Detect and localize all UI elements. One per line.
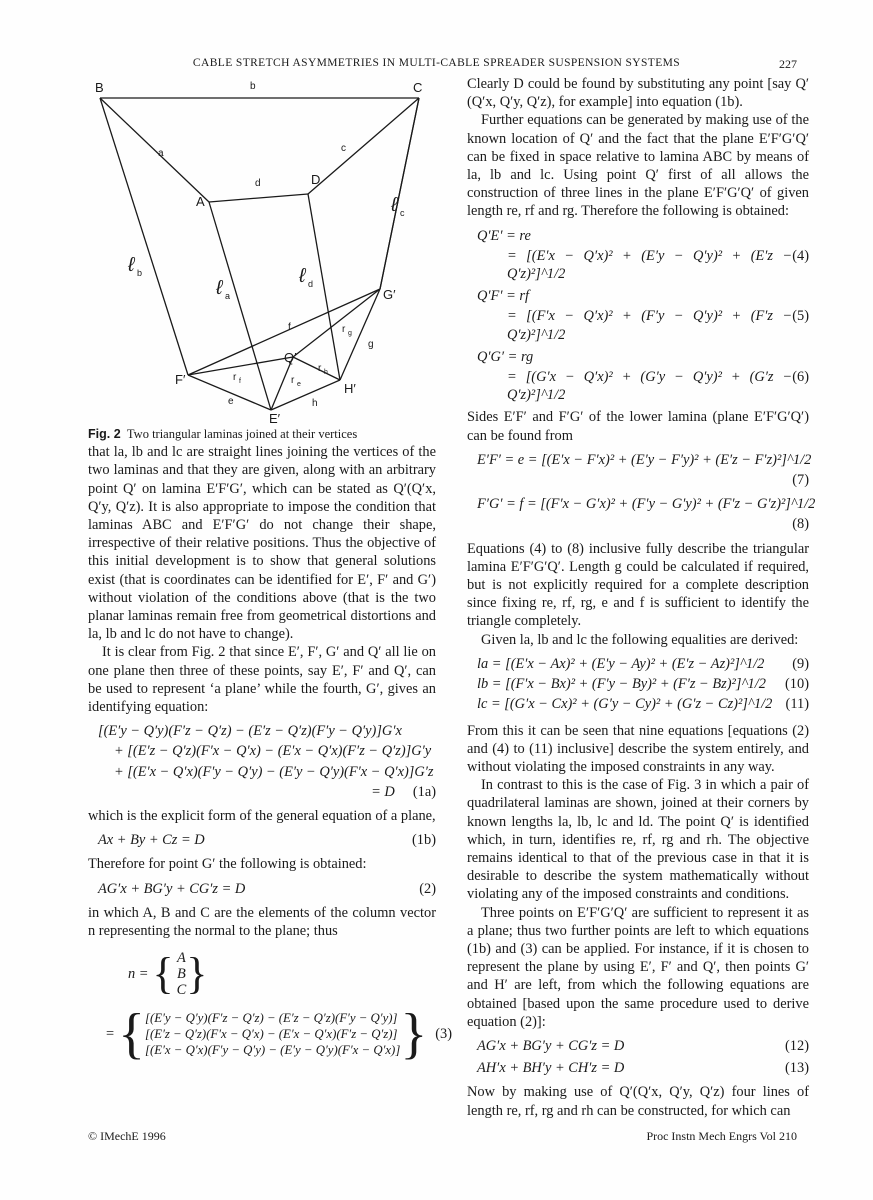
figure-caption	[88, 425, 436, 443]
equation-line: + [(E′x − Q′x)(F′y − Q′y) − (E′y − Q′y)(F′x − Q′x)]G′z	[114, 763, 434, 780]
equation-number: (10)	[785, 676, 809, 693]
equation-body: AG′x + BG′y + CG′z = D	[98, 880, 246, 897]
paragraph: Therefore for point G′ the following is obtained:	[88, 856, 367, 873]
equation-line	[507, 307, 809, 343]
label-Q: Q′	[284, 350, 297, 365]
equation-8	[467, 495, 816, 533]
label-la-sub: a	[225, 291, 231, 301]
equation-12	[477, 1037, 809, 1055]
equation-number: (1b)	[412, 832, 436, 849]
equation-row: [(E′x − Q′x)(F′y − Q′y) − (E′y − Q′y)(F′x − Q′x)]	[145, 1043, 401, 1058]
label-D: D	[311, 172, 321, 187]
vector-elements	[177, 950, 187, 998]
label-ld: ℓ	[299, 265, 306, 287]
equation-number: (2)	[419, 880, 436, 897]
equation-body: F′G′ = f = [(F′x − G′x)² + (F′y − G′y)² + (F′z − G′z)²]^1/2	[477, 496, 816, 513]
equation-body: AG′x + BG′y + CG′z = D	[477, 1037, 625, 1054]
label-B: B	[95, 80, 104, 95]
label-a: a	[158, 148, 164, 159]
equation-number: (7)	[792, 472, 809, 489]
label-la: ℓ	[216, 277, 223, 299]
equation-3-rows	[145, 1010, 400, 1058]
label-G: G′	[383, 287, 396, 302]
equation-line	[98, 783, 436, 801]
label-d: d	[255, 178, 261, 189]
paragraph: It is clear from Fig. 2 that since E′, F′, G′ and Q′ all lie on one plane then three of these points, say E′, F′ and Q′, can be used to represent ‘a plane’ while the fourth, G′, gives an identifying equation:	[88, 644, 436, 716]
left-brace: {	[118, 1003, 146, 1066]
paragraph: in which A, B and C are the elements of the column vector n representing the normal to the plane; thus	[88, 904, 436, 940]
label-ld-sub: d	[308, 279, 314, 289]
equation-row: [(E′z − Q′z)(F′x − Q′x) − (E′x − Q′x)(F′z − Q′z)]	[145, 1027, 398, 1042]
label-c: c	[341, 143, 346, 154]
label-re: r	[291, 375, 295, 386]
left-column	[88, 75, 452, 1070]
equation-5	[467, 287, 809, 344]
equation-body: lb = [(F′x − Bx)² + (F′y − By)² + (F′z − Bz)²]^1/2	[477, 676, 766, 693]
equation-body: lc = [(G′x − Cx)² + (G′y − Cy)² + (G′z − Cz)²]^1/2	[477, 696, 773, 713]
equation-line: + [(E′z − Q′z)(F′x − Q′x) − (E′x − Q′x)(F′z − Q′z)]G′y	[114, 743, 432, 760]
label-h: h	[312, 398, 318, 409]
equation-number: (3)	[435, 1026, 452, 1043]
paragraph: that la, lb and lc are straight lines joining the vertices of the two laminas and that they are given, along with an arbitrary point Q′ on lamina E′F′G′, which can be stated as Q′(Q′x, Q′y, Q′z). It is also appropriate to impose the condition that laminas ABC and E′F′G′ do not change their shape, irrespective of their relative positions. Thus the objective of this initial development is to show that general solutions exist (that is coordinates can be identified for E′, F′ and G′) without violation of the conditions above (that is the two planar laminas remain free from geometrical distortions and la, lb and lc do not have to change).	[88, 444, 436, 643]
vector-element: B	[177, 966, 186, 983]
label-C: C	[413, 80, 423, 95]
vector-element: C	[176, 982, 187, 999]
running-title: CABLE STRETCH ASYMMETRIES IN MULTI-CABLE SPREADER SUSPENSION SYSTEMS	[192, 57, 681, 69]
equation-line	[507, 247, 809, 283]
paragraph: which is the explicit form of the general equation of a plane,	[88, 808, 436, 825]
equation-number: (12)	[785, 1037, 809, 1054]
figure-caption-label: Fig. 2	[88, 427, 121, 441]
footer-journal: Proc Instn Mech Engrs Vol 210	[646, 1129, 797, 1143]
equation-number: (9)	[792, 655, 809, 672]
equation-4	[467, 227, 809, 284]
equation-1b	[98, 831, 436, 849]
paragraph: Three points on E′F′G′Q′ are sufficient to represent it as a plane; thus two further points are left to which equations (1b) and (3) can be applied. For instance, if it is chosen to represent the plane by using E′, F′ and Q′, then points G′ and H′ are left, from which the following equations are obtained [based upon the same procedure used to derive equation (2)]:	[467, 904, 809, 1030]
equation-number: (4)	[792, 247, 809, 264]
label-H: H′	[344, 381, 356, 396]
paragraph: Now by making use of Q′(Q′x, Q′y, Q′z) four lines of length re, rf, rg and rh can be constructed, for which can	[467, 1084, 809, 1119]
equation-line: Q′E′ = re	[477, 227, 531, 244]
equation-number: (11)	[785, 696, 809, 713]
equation-2	[98, 880, 436, 898]
left-brace: {	[152, 949, 174, 999]
equation-body: la = [(E′x − Ax)² + (E′y − Ay)² + (E′z − Az)²]^1/2	[477, 655, 765, 672]
paragraph: Clearly D could be found by substituting any point [say Q′(Q′x, Q′y, Q′z), for example] into equation (1b).	[467, 76, 809, 111]
equation-body: Ax + By + Cz = D	[98, 832, 205, 849]
label-F: F′	[175, 372, 186, 387]
label-f: f	[288, 322, 291, 333]
equation-1a	[88, 722, 436, 801]
paragraph: In contrast to this is the case of Fig. 3 in which a pair of quadrilateral laminas are shown, joined at their corners by known lengths la, lb, lc and ld. The point Q′ is identified which, in turn, identifies re, rf, rg and rh. The objective remains identical to that of the previous case in that it is desirable to describe the system mathematically without violating any of the imposed constraints and conditions.	[467, 777, 809, 903]
label-A: A	[196, 194, 205, 209]
right-brace: }	[400, 1003, 428, 1066]
equation-number: (6)	[792, 369, 809, 386]
label-rg-sub: g	[348, 330, 352, 337]
equation-rhs: = D	[371, 783, 395, 800]
label-re-sub: e	[297, 381, 301, 388]
label-rf-sub: f	[239, 378, 241, 385]
label-e: e	[228, 396, 234, 407]
page-number: 227	[779, 57, 797, 71]
equation-6	[467, 348, 809, 405]
vector-lhs: n =	[128, 966, 149, 983]
label-rh: r	[318, 363, 322, 374]
equation-11	[477, 695, 809, 713]
paragraph: Given la, lb and lc the following equalities are derived:	[481, 631, 799, 648]
figure-2	[88, 75, 436, 425]
equation-9	[477, 655, 809, 673]
footer-copyright: © IMechE 1996	[88, 1129, 166, 1143]
equation-body: = [(G′x − Q′x)² + (G′y − Q′y)² + (G′z − Q′z)²]^1/2	[507, 369, 793, 404]
equation-body: E′F′ = e = [(E′x − F′x)² + (E′y − F′y)² + (E′z − F′z)²]^1/2	[477, 451, 812, 468]
paragraph: From this it can be seen that nine equations [equations (2) and (4) to (11) inclusive] describe the system entirely, and without violating the imposed constraints in any way.	[467, 722, 809, 775]
label-E: E′	[269, 411, 281, 425]
equation-10	[477, 675, 809, 693]
equation-7	[467, 451, 812, 489]
paragraph: Equations (4) to (8) inclusive fully describe the triangular lamina E′F′G′Q′. Length g could be calculated if required, but is not explicitly required for a complete description since fixing re, rf, rg, e and f is sufficient to identify the triangle completely.	[467, 540, 809, 630]
paragraph: Further equations can be generated by making use of the known location of Q′ and the fact that the plane E′F′G′Q′ can be fixed in space relative to lamina ABC by means of la, lb and lc. Using point Q′ first of all allows the construction of three lines in the plane E′F′G′Q′ of given length re, rf and rg. Therefore the following is obtained:	[467, 112, 809, 220]
equation-line: Q′G′ = rg	[477, 348, 534, 365]
right-column	[467, 75, 816, 1120]
equation-line: [(E′y − Q′y)(F′z − Q′z) − (E′z − Q′z)(F′y − Q′y)]G′x	[98, 723, 402, 740]
running-header	[0, 57, 873, 77]
label-lc-sub: c	[400, 208, 405, 218]
equation-number: (8)	[792, 516, 809, 533]
normal-vector	[128, 950, 436, 998]
label-lb: ℓ	[128, 254, 135, 276]
figure-2-diagram	[88, 75, 436, 425]
equation-body: = [(F′x − Q′x)² + (F′y − Q′y)² + (F′z − Q′z)²]^1/2	[507, 308, 793, 343]
label-lb-sub: b	[137, 268, 143, 278]
paragraph: Sides E′F′ and F′G′ of the lower lamina (plane E′F′G′Q′) can be found from	[467, 409, 809, 444]
label-rh-sub: h	[324, 369, 328, 376]
label-lc: ℓ	[391, 194, 398, 216]
equation-3: = { [(E′y − Q′y)(F′z − Q′z) − (E′z − Q′z)(F′y − Q′y)] [(E′z − Q′z)(F′x − Q′x) − (E′x − Q′x)(F′z − Q′z)] [(E′x − Q′x)(F′y − Q′y) − (E′y − Q′y)(F′x − Q′x)] } (3)	[106, 1003, 452, 1066]
equation-13	[477, 1059, 809, 1077]
equation-body: AH′x + BH′y + CH′z = D	[477, 1060, 625, 1077]
label-rf: r	[233, 372, 237, 383]
label-b: b	[250, 81, 256, 92]
right-brace: }	[186, 949, 208, 999]
vector-element: A	[177, 950, 186, 967]
figure-caption-text: Two triangular laminas joined at their vertices	[126, 427, 358, 441]
equation-body: = [(E′x − Q′x)² + (E′y − Q′y)² + (E′z − Q′z)²]^1/2	[507, 247, 793, 283]
equation-number: (13)	[785, 1060, 809, 1077]
equation-line	[507, 368, 809, 404]
equation-number: (1a)	[412, 783, 436, 800]
label-g: g	[368, 339, 374, 350]
equation-number: (5)	[792, 308, 809, 325]
equation-line: Q′F′ = rf	[477, 288, 529, 305]
label-rg: r	[342, 324, 346, 335]
equation-row: [(E′y − Q′y)(F′z − Q′z) − (E′z − Q′z)(F′y − Q′y)]	[145, 1011, 398, 1026]
